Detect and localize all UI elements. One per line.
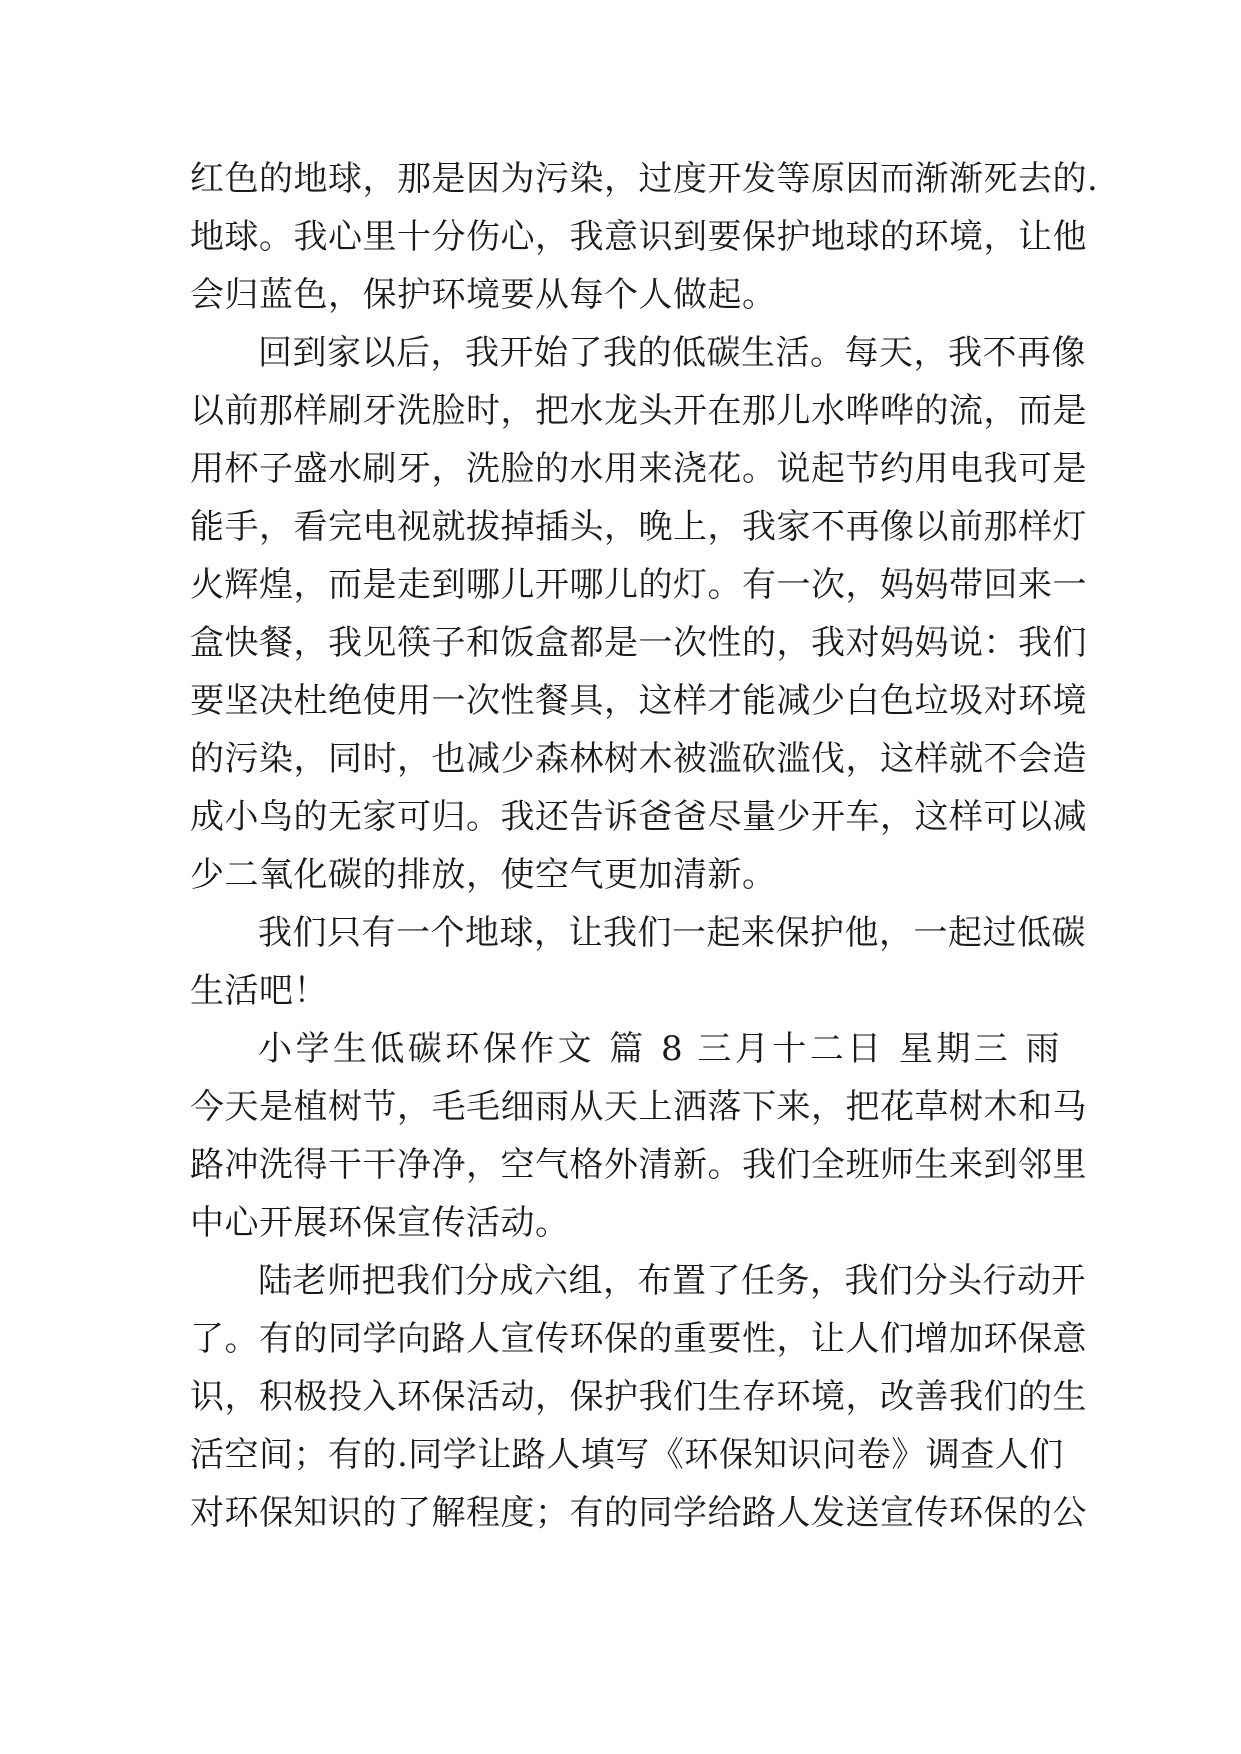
paragraph <box>190 150 1099 324</box>
text-line: 少二氧化碳的排放，使空气更加清新。 <box>190 855 777 895</box>
text-line: 中心开展环保宣传活动。 <box>190 1203 570 1243</box>
text-line: 成小鸟的无家可归。我还告诉爸爸尽量少开车，这样可以减 <box>190 797 1087 837</box>
text-line: 红色的地球，那是因为污染，过度开发等原因而渐渐死去的. <box>190 159 1099 199</box>
text-line: 活空间；有的.同学让路人填写《环保知识问卷》调查人们 <box>190 1435 1064 1475</box>
text-line: 用杯子盛水刷牙，洗脸的水用来浇花。说起节约用电我可是 <box>190 449 1087 489</box>
text-line: 生活吧！ <box>190 971 328 1011</box>
text-line: 路冲洗得干干净净，空气格外清新。我们全班师生来到邻里 <box>190 1145 1087 1185</box>
text-line: 要坚决杜绝使用一次性餐具，这样才能减少白色垃圾对环境 <box>190 681 1087 721</box>
paragraph <box>190 324 1087 904</box>
text-line: 回到家以后，我开始了我的低碳生活。每天，我不再像 <box>258 333 1086 373</box>
text-line: 对环保知识的了解程度；有的同学给路人发送宣传环保的公 <box>190 1493 1087 1533</box>
text-line: 盒快餐，我见筷子和饭盒都是一次性的，我对妈妈说：我们 <box>190 623 1087 663</box>
paragraph <box>190 1252 1087 1542</box>
text-line: 今天是植树节，毛毛细雨从天上洒落下来，把花草树木和马 <box>190 1087 1087 1127</box>
text-line: 能手，看完电视就拔掉插头，晚上，我家不再像以前那样灯 <box>190 507 1087 547</box>
text-line: 的污染，同时，也减少森林树木被滥砍滥伐，这样就不会造 <box>190 739 1087 779</box>
document-body <box>190 150 1099 1542</box>
text-line: 了。有的同学向路人宣传环保的重要性，让人们增加环保意 <box>190 1319 1087 1359</box>
text-line: 陆老师把我们分成六组，布置了任务，我们分头行动开 <box>258 1261 1086 1301</box>
paragraph <box>190 1020 1087 1252</box>
text-line: 我们只有一个地球，让我们一起来保护他，一起过低碳 <box>258 913 1086 953</box>
text-line: 小学生低碳环保作文 篇 8 三月十二日 星期三 雨 <box>258 1029 1060 1069</box>
text-line: 识，积极投入环保活动，保护我们生存环境，改善我们的生 <box>190 1377 1087 1417</box>
text-line: 火辉煌，而是走到哪儿开哪儿的灯。有一次，妈妈带回来一 <box>190 565 1087 605</box>
paragraph <box>190 904 1086 1020</box>
text-line: 以前那样刷牙洗脸时，把水龙头开在那儿水哗哗的流，而是 <box>190 391 1087 431</box>
text-line: 会归蓝色，保护环境要从每个人做起。 <box>190 275 777 315</box>
text-line: 地球。我心里十分伤心，我意识到要保护地球的环境，让他 <box>190 217 1087 257</box>
